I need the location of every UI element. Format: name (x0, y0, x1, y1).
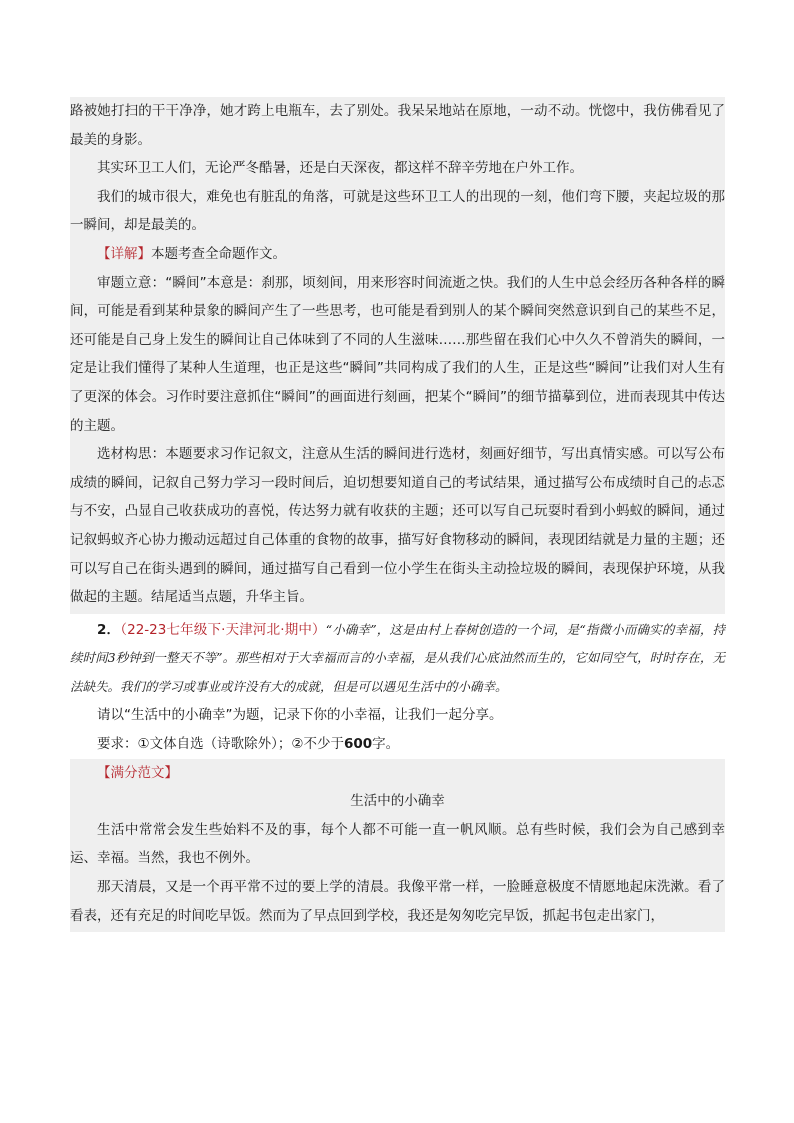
model-essay-title: 生活中的小确幸 (350, 793, 445, 810)
analysis-intro: 本题考查全命题作文。 (151, 245, 286, 262)
document-page (70, 97, 725, 932)
model-essay-label (70, 759, 725, 788)
analysis-heading (70, 240, 725, 269)
requirements-prefix: 要求：①文体自选（诗歌除外）；②不少于 (97, 736, 344, 753)
essay-paragraph: 其实环卫工人们，无论严冬酷暑，还是白天深夜，都这样不辞辛劳地在户外工作。 (97, 160, 583, 177)
question-quote: “小确幸”，这是由村上春树创造的一个词，是“指微小而确实的幸福，持续时间3秒钟到一整天不等”。那些相对于大幸福而言的小幸福，是从我们心底油然而生的，它如同空气，时时存在，无法缺失。我们的学习或事业或许没有大的成就，但是可以遇见生活中的小确幸。 (70, 621, 725, 694)
model-essay-paragraph: 那天清晨，又是一个再平常不过的要上学的清晨。我像平常一样，一脸睡意极度不情愿地起床洗漱。看了看表，还有充足的时间吃早饭。然而为了早点回到学校，我还是匆匆吃完早饭，抓起书包走出家门， (70, 879, 725, 924)
model-essay-paragraph: 生活中常常会发生些始料不及的事，每个人都不可能一直一帆风顺。总有些时候，我们会为自己感到幸运、幸福。当然，我也不例外。 (70, 821, 725, 867)
question-prompt: 请以“生活中的小确幸”为题，记录下你的小幸福，让我们一起分享。 (97, 707, 503, 724)
essay-paragraph: 我们的城市很大，难免也有脏乱的角落，可就是这些环卫工人的出现的一刻，他们弯下腰，夹起垃圾的那一瞬间，却是最美的。 (70, 188, 725, 234)
model-label: 【满分范文】 (97, 764, 178, 781)
analysis-xuancai: 选材构思：本题要求习作记叙文，注意从生活的瞬间进行选材，刻画好细节，写出真情实感。可以写公布成绩的瞬间，记叙自己努力学习一段时间后，迫切想要知道自己的考试结果，通过描写公布成绩时自己的忐忑与不安，凸显自己收获成功的喜悦，传达努力就有收获的主题；还可以写自己玩耍时看到小蚂蚁的瞬间，通过记叙蚂蚁齐心协力搬动远超过自己体重的食物的故事，描写好食物移动的瞬间，表现团结就是力量的主题；还可以写自己在街头遇到的瞬间，通过描写自己看到一位小学生在街头主动捡垃圾的瞬间，表现保护环境，从我做起的主题。结尾适当点题，升华主旨。 (70, 446, 725, 606)
question-2 (70, 616, 725, 759)
question-source: （22-23七年级下·天津河北·期中） (120, 621, 326, 638)
essay-continuation (70, 97, 725, 614)
analysis-label: 【详解】 (97, 245, 151, 262)
question-2-stem (70, 616, 725, 702)
essay-paragraph: 路被她打扫的干干净净，她才跨上电瓶车，去了别处。我呆呆地站在原地，一动不动。恍惚中，我仿佛看见了最美的身影。 (70, 103, 725, 148)
analysis-shenti: 审题立意：“瞬间”本意是：刹那，顷刻间，用来形容时间流逝之快。我们的人生中总会经历各种各样的瞬间，可能是看到某种景象的瞬间产生了一些思考，也可能是看到别人的某个瞬间突然意识到自己的某些不足，还可能是自己身上发生的瞬间让自己体味到了不同的人生滋味……那些留在我们心中久久不曾消失的瞬间，一定是让我们懂得了某种人生道理，也正是这些“瞬间”共同构成了我们的人生，正是这些“瞬间”让我们对人生有了更深的体会。习作时要注意抓住“瞬间”的画面进行刻画，把某个“瞬间”的细节描摹到位，进而表现其中传达的主题。 (70, 274, 725, 434)
requirements-suffix: 字。 (372, 736, 400, 753)
requirements-count: 600 (343, 736, 373, 753)
question-requirements (70, 730, 725, 759)
model-essay (70, 759, 725, 933)
question-number: 2． (97, 621, 121, 638)
